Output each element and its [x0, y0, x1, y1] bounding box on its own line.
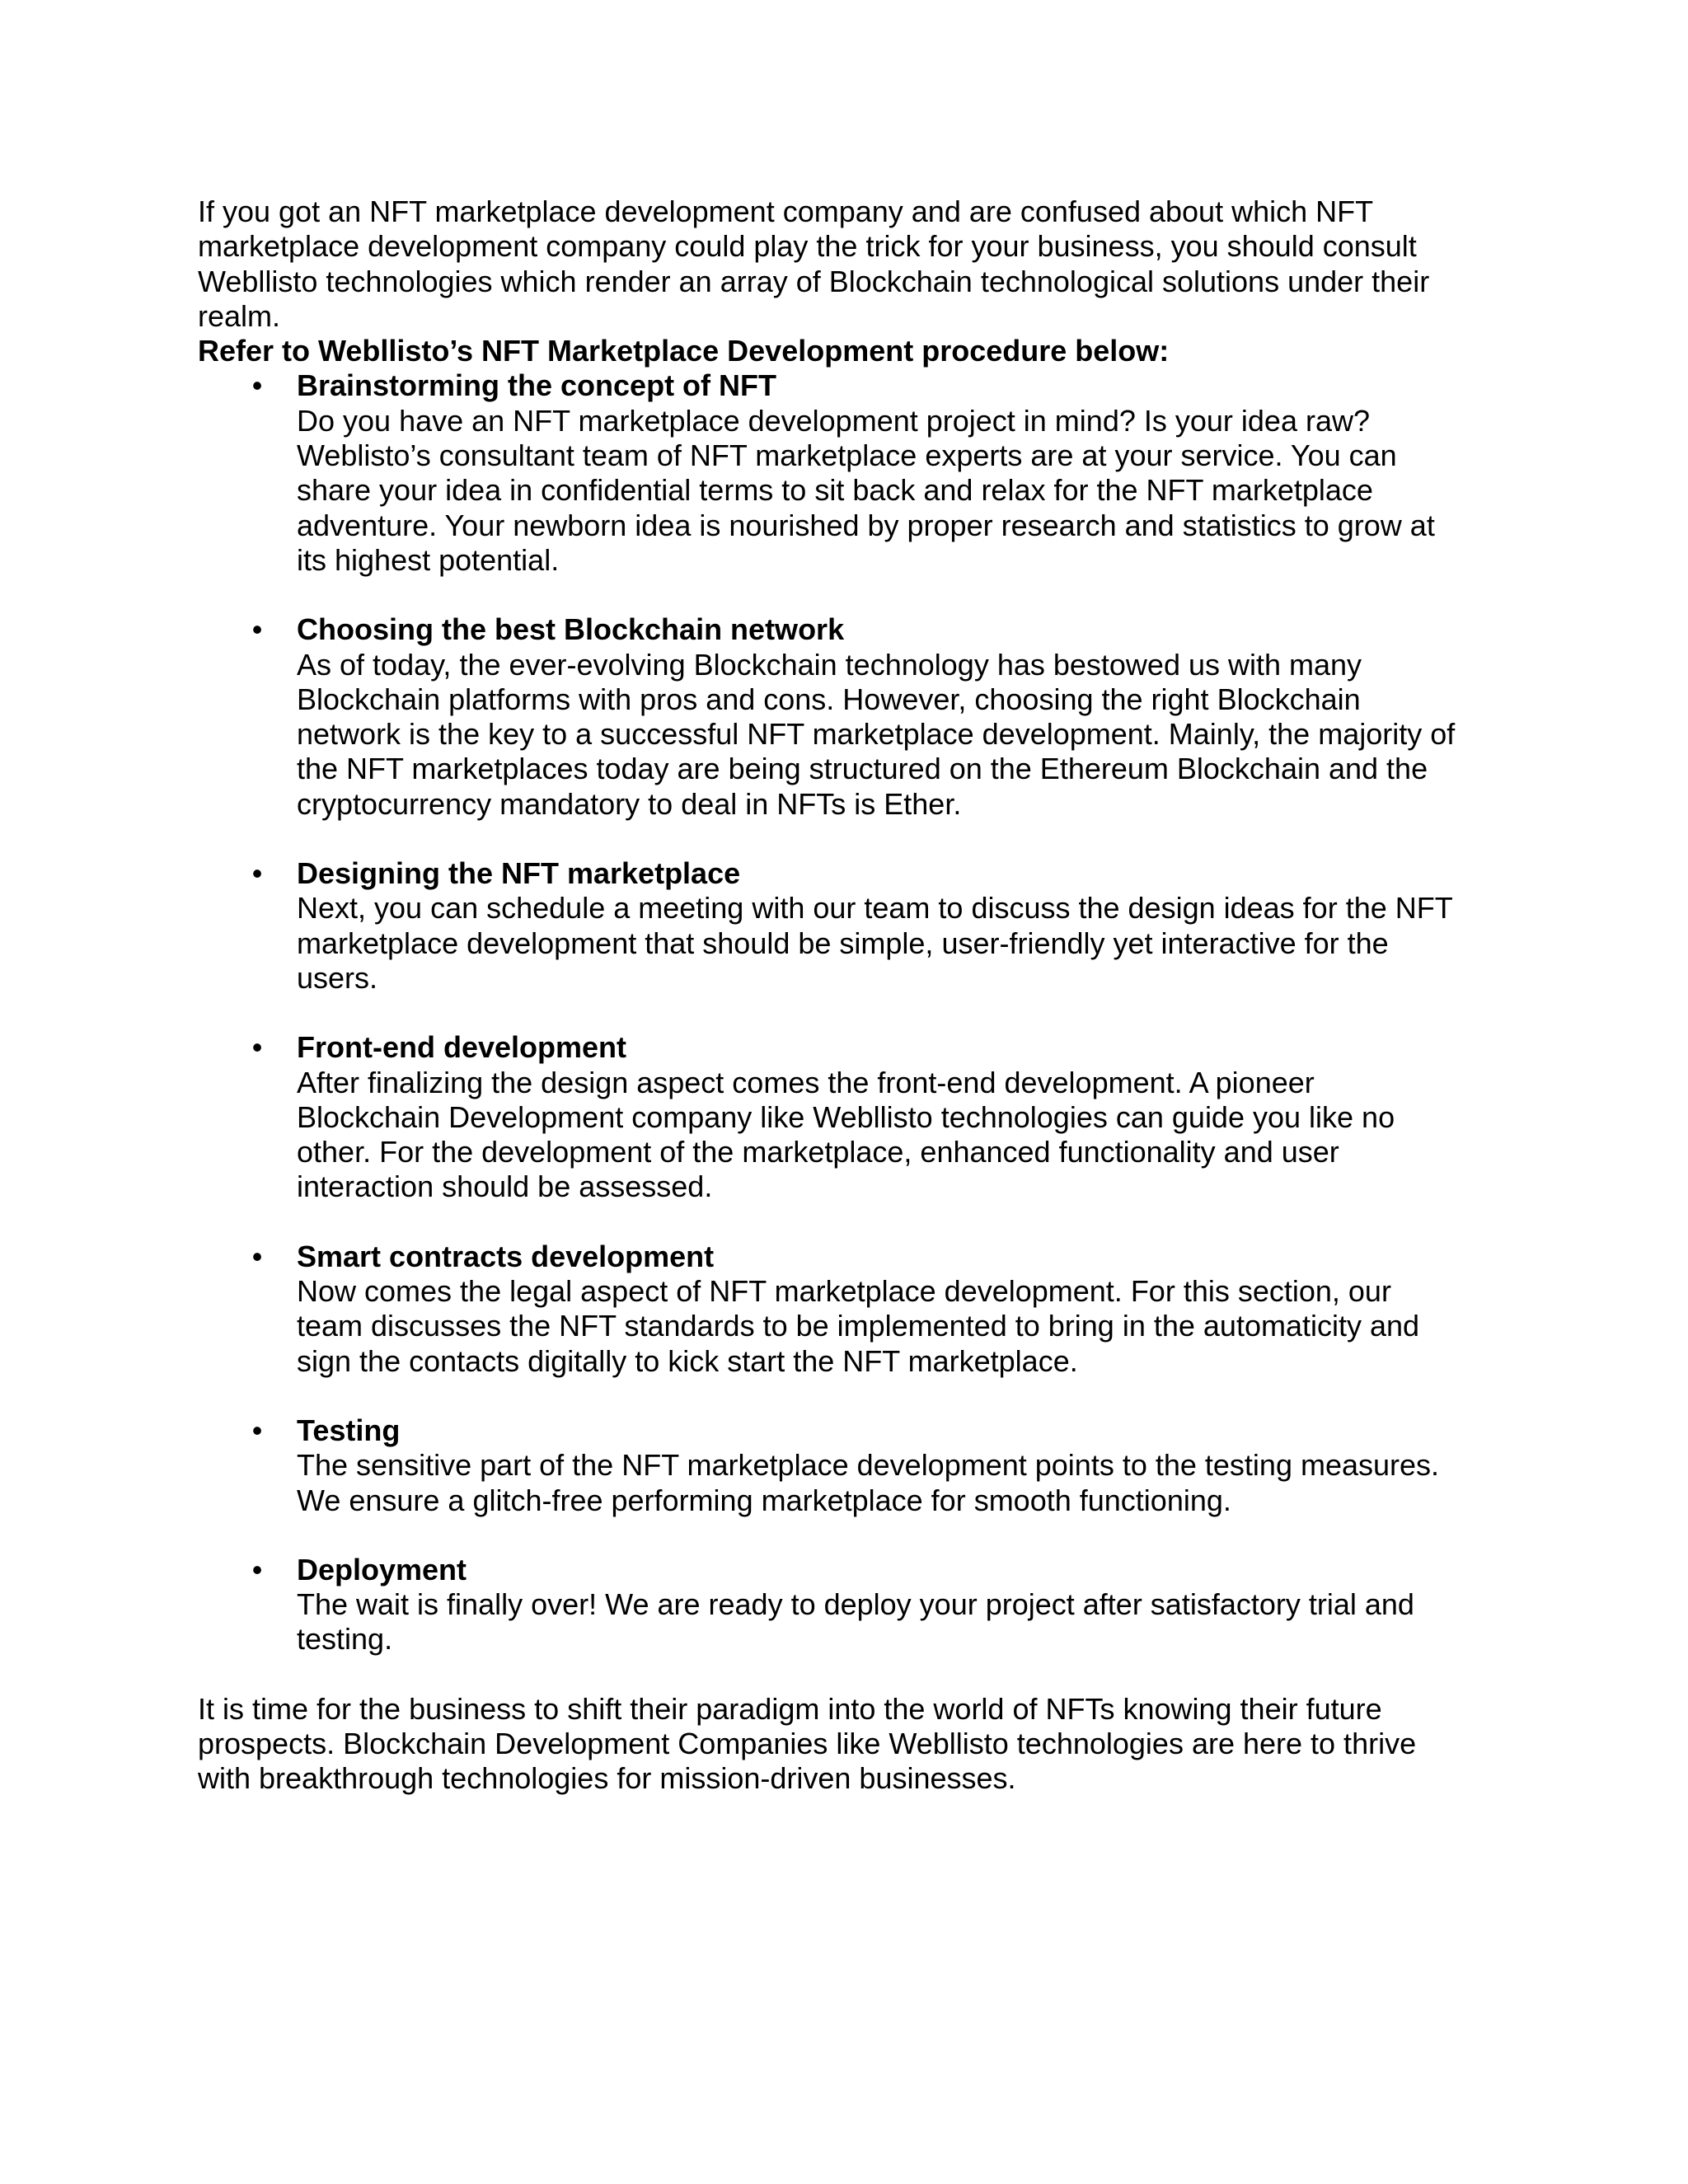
list-item-smart-contracts — [198, 1240, 1517, 1379]
step-body: Now comes the legal aspect of NFT marketplace development. For this section, our team discusses the NFT standards to be implemented to bring in the automaticity and sign the contacts digitally to kick start the NFT marketplace. — [297, 1274, 1420, 1378]
procedure-heading: Refer to Webllisto’s NFT Marketplace Development procedure below: — [198, 334, 1170, 368]
step-title: Smart contracts development — [297, 1239, 715, 1273]
list-item-blockchain-network — [198, 612, 1517, 822]
bullet-icon: • — [251, 368, 263, 403]
step-title: Brainstorming the concept of NFT — [297, 368, 777, 403]
step-title: Choosing the best Blockchain network — [297, 612, 845, 647]
step-title: Designing the NFT marketplace — [297, 856, 741, 891]
bullet-icon: • — [251, 1239, 263, 1273]
step-body: As of today, the ever-evolving Blockchain technology has bestowed us with many Blockchain platforms with pros and cons. However, choosing the right Blockchain network is the key to a successful NFT marketplace development. Mainly, the majority of the NFT marketplaces today are being structured on the Ethereum Blockchain and the cryptocurrency mandatory to deal in NFTs is Ether. — [297, 647, 1456, 821]
step-body: The wait is finally over! We are ready to deploy your project after satisfactory trial and testing. — [297, 1587, 1414, 1657]
step-title: Front-end development — [297, 1030, 627, 1065]
intro-paragraph: If you got an NFT marketplace development company and are confused about which NFT marketplace development company could play the trick for your business, you should consult Webllisto technologies which render an array of Blockchain technological solutions under their realm. — [198, 194, 1430, 333]
bullet-icon: • — [251, 1552, 263, 1586]
document-body — [198, 194, 1517, 1797]
closing-paragraph: It is time for the business to shift their paradigm into the world of NFTs knowing their future prospects. Blockchain Development Companies like Webllisto technologies are here to thrive with breakthrough technologies for mission-driven businesses. — [198, 1691, 1417, 1796]
list-item-designing — [198, 856, 1517, 996]
bullet-icon: • — [251, 856, 263, 891]
bullet-icon: • — [251, 1413, 263, 1447]
step-title: Testing — [297, 1413, 401, 1447]
list-item-testing — [198, 1413, 1517, 1518]
step-body: Next, you can schedule a meeting with our team to discuss the design ideas for the NFT marketplace development that should be simple, user-friendly yet interactive for the users. — [297, 891, 1453, 995]
step-body: Do you have an NFT marketplace development project in mind? Is your idea raw? Weblisto’s consultant team of NFT marketplace experts are at your service. You can share your idea in confidential terms to sit back and relax for the NFT marketplace adventure. Your newborn idea is nourished by proper research and statistics to grow at its highest potential. — [297, 403, 1435, 577]
step-title: Deployment — [297, 1552, 467, 1586]
list-item-brainstorming — [198, 368, 1517, 578]
list-item-deployment — [198, 1553, 1517, 1657]
bullet-icon: • — [251, 612, 263, 647]
bullet-icon: • — [251, 1030, 263, 1065]
list-item-front-end — [198, 1030, 1517, 1204]
step-body: After finalizing the design aspect comes the front-end development. A pioneer Blockchain Development company like Webllisto technologies can guide you like no other. For the development of the marketplace, enhanced functionality and user interaction should be assessed. — [297, 1065, 1395, 1204]
step-body: The sensitive part of the NFT marketplace development points to the testing measures. We ensure a glitch-free performing marketplace for smooth functioning. — [297, 1448, 1440, 1517]
procedure-list — [198, 368, 1517, 1657]
